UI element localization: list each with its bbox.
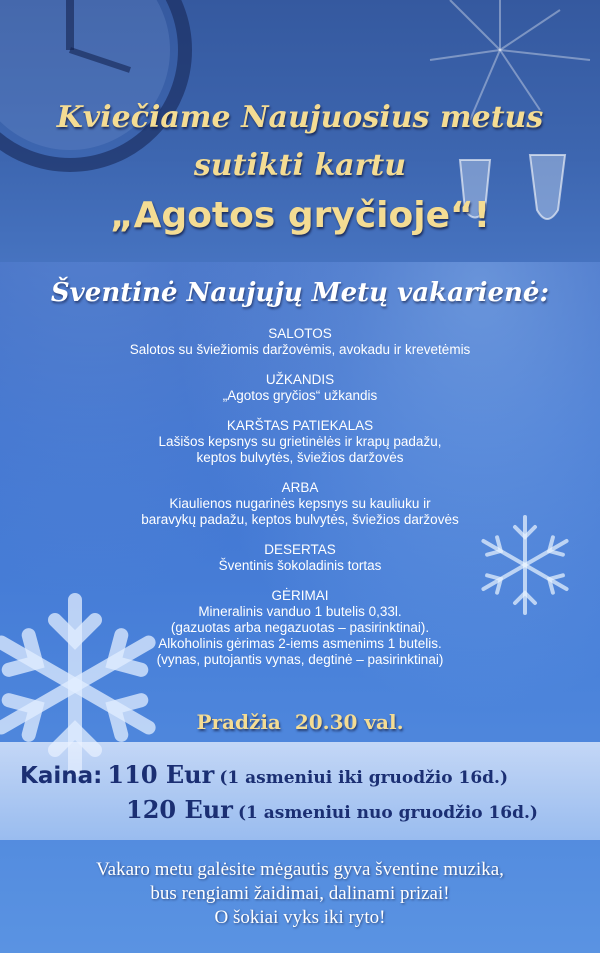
menu-section bbox=[0, 480, 600, 528]
menu-heading: UŽKANDIS bbox=[265, 372, 335, 387]
menu-section bbox=[0, 542, 600, 574]
menu-list bbox=[0, 326, 600, 682]
menu-heading: KARŠTAS PATIEKALAS bbox=[226, 418, 374, 433]
menu-section bbox=[0, 326, 600, 358]
menu-section bbox=[0, 418, 600, 466]
footer-line: O šokiai vyks iki ryto! bbox=[214, 907, 386, 928]
price-amount: 120 Eur bbox=[126, 795, 233, 824]
menu-heading: ARBA bbox=[281, 480, 319, 495]
menu-section bbox=[0, 372, 600, 404]
menu-line: Alkoholinis gėrimas 2-iems asmenims 1 butelis. bbox=[158, 636, 442, 651]
menu-section bbox=[0, 588, 600, 668]
price-note: (1 asmeniui iki gruodžio 16d.) bbox=[219, 768, 509, 788]
price-label: Kaina: bbox=[20, 763, 103, 789]
menu-heading: GĖRIMAI bbox=[271, 588, 329, 603]
menu-heading: SALOTOS bbox=[268, 326, 332, 341]
price-note: (1 asmeniui nuo gruodžio 16d.) bbox=[237, 803, 538, 823]
title-line-1: Kviečiame Naujuosius metus bbox=[56, 100, 544, 135]
menu-line: Mineralinis vanduo 1 butelis 0,33l. bbox=[198, 604, 402, 619]
menu-line: Salotos su šviežiomis daržovėmis, avokadu ir krevetėmis bbox=[129, 342, 471, 357]
menu-line: „Agotos gryčios“ užkandis bbox=[222, 388, 378, 403]
menu-line: Lašišos kepsnys su grietinėlės ir krapų padažu, bbox=[158, 434, 442, 449]
menu-line: Kiaulienos nugarinės kepsnys su kauliuku ir bbox=[169, 496, 431, 511]
price-band bbox=[0, 742, 600, 840]
start-time: Pradžia 20.30 val. bbox=[196, 710, 404, 734]
footer-line: bus rengiami žaidimai, dalinami prizai! bbox=[150, 883, 450, 904]
footer-line: Vakaro metu galėsite mėgautis gyva šventine muzika, bbox=[96, 859, 504, 880]
footer-text bbox=[0, 858, 600, 930]
menu-subtitle: Šventinė Naujųjų Metų vakarienė: bbox=[50, 278, 550, 308]
price-row-1 bbox=[20, 760, 508, 789]
menu-line: (vynas, putojantis vynas, degtinė – pasirinktinai) bbox=[156, 652, 444, 667]
title-line-3: „Agotos gryčioje“! bbox=[109, 195, 491, 236]
price-row-2 bbox=[126, 795, 538, 824]
menu-line: (gazuotas arba negazuotas – pasirinktinai). bbox=[170, 620, 430, 635]
menu-line: keptos bulvytės, šviežios daržovės bbox=[196, 450, 404, 465]
title-line-2: sutikti kartu bbox=[193, 148, 407, 183]
menu-heading: DESERTAS bbox=[264, 542, 336, 557]
price-amount: 110 Eur bbox=[107, 760, 215, 789]
menu-line: Šventinis šokoladinis tortas bbox=[218, 558, 382, 573]
menu-line: baravykų padažu, keptos bulvytės, šviežios daržovės bbox=[141, 512, 459, 527]
